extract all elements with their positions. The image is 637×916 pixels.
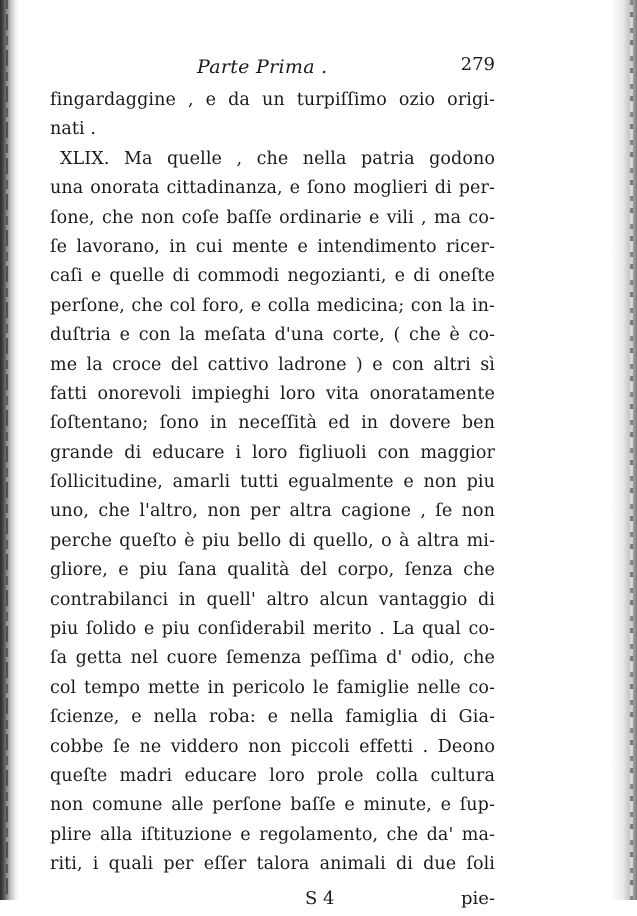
text-line: duſtria e con la meſata d'una corte, ( che è co-	[50, 325, 495, 346]
page-binding-edge	[0, 0, 20, 900]
text-line: plire alla iſtituzione e regolamento, che da' ma-	[50, 824, 495, 845]
text-line: nati .	[50, 119, 97, 140]
text-line: ſa getta nel cuore ſemenza peſſima d' odio, che	[50, 648, 495, 669]
running-title: Parte Prima .	[197, 56, 328, 78]
text-line: me la croce del cattivo ladrone ) e con altri sì	[50, 354, 495, 375]
running-head	[50, 48, 495, 86]
text-line: non comune alle perſone baſſe e minute, e ſup-	[50, 795, 495, 816]
text-line: ſcienze, e nella roba: e nella famiglia di Gia-	[50, 707, 495, 728]
text-line: fingardaggine , e da un turpiſſimo ozio origi-	[50, 90, 495, 110]
text-line: gliore, e piu ſana qualità del corpo, ſenza che	[50, 560, 495, 581]
text-line: grande di educare i loro figliuoli con maggior	[50, 442, 495, 463]
text-line: ſollicitudine, amarli tutti egualmente e non piu	[50, 472, 495, 493]
text-line: contrabilanci in quell' altro alcun vantaggio di	[50, 589, 495, 610]
text-line: piu ſolido e piu conſiderabil merito . La qual co-	[50, 619, 495, 640]
paragraph-start-line: XLIX. Ma quelle , che nella patria godono	[60, 148, 495, 169]
body-text	[50, 86, 495, 880]
text-line: perche queſto è piu bello di quello, o à altra mi-	[50, 530, 495, 551]
text-line: una onorata cittadinanza, e ſono moglieri di per-	[50, 178, 495, 199]
signature-mark: S 4	[305, 887, 335, 909]
page-footer	[50, 882, 495, 916]
text-line: ſoſtentano; ſono in neceſſità ed in dovere ben	[50, 413, 495, 434]
text-line: perſone, che col foro, e colla medicina; con la in-	[50, 295, 495, 316]
text-line: col tempo mette in pericolo le famiglie nelle co-	[50, 677, 495, 698]
text-line: ſe lavorano, in cui mente e intendimento ricer-	[50, 236, 495, 257]
book-page	[50, 48, 495, 916]
text-line: queſte madri educare loro prole colla cultura	[50, 765, 495, 786]
catchword: pie-	[460, 887, 495, 909]
text-line: riti, i quali per eſſer talora animali di due ſoli	[50, 854, 495, 875]
text-line: uno, che l'altro, non per altra cagione , ſe non	[50, 501, 495, 522]
text-line: fatti onorevoli impieghi loro vita onoratamente	[50, 383, 495, 404]
text-line: caſi e quelle di commodi negozianti, e di oneſte	[50, 266, 495, 287]
page-outer-edge	[611, 0, 637, 900]
text-line: ſone, che non coſe baſſe ordinarie e vili , ma co-	[50, 207, 495, 228]
page-number: 279	[460, 54, 495, 75]
text-line: cobbe ſe ne viddero non piccoli effetti . Deono	[50, 736, 495, 757]
